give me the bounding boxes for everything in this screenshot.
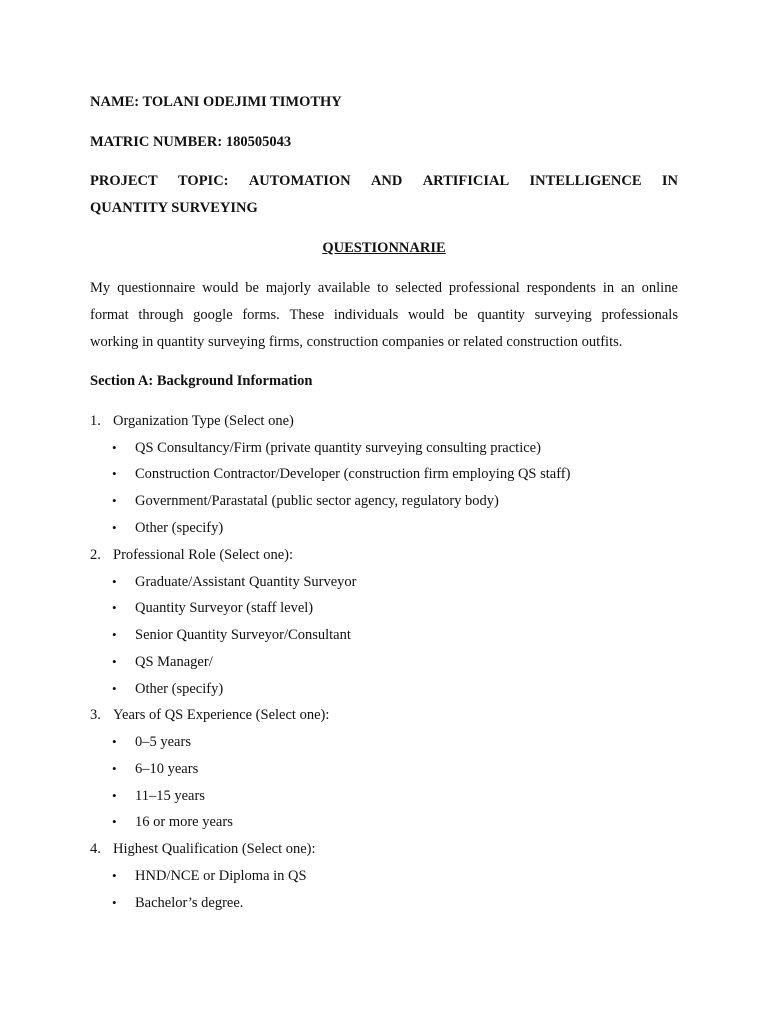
topic-word: AND <box>370 173 403 189</box>
option-item: Government/Parastatal (public sector agency, regulatory body) <box>135 493 499 509</box>
question-text: Years of QS Experience (Select one): <box>113 707 330 723</box>
bullet-icon: • <box>112 493 117 508</box>
option-item: Bachelor’s degree. <box>135 895 244 911</box>
bullet-icon: • <box>112 868 117 883</box>
bullet-icon: • <box>112 600 117 615</box>
intro-word: quantity <box>477 307 525 323</box>
option-item: 16 or more years <box>135 814 233 830</box>
option-item: Senior Quantity Surveyor/Consultant <box>135 627 351 643</box>
question-number: 2. <box>90 547 101 563</box>
intro-word: through <box>138 307 184 323</box>
intro-line-3: working in quantity surveying firms, construction companies or related construction outfits. <box>90 334 623 350</box>
intro-word: respondents <box>526 280 596 296</box>
intro-word: would <box>202 280 239 296</box>
option-item: HND/NCE or Diploma in QS <box>135 868 307 884</box>
option-item: QS Consultancy/Firm (private quantity surveying consulting practice) <box>135 440 541 456</box>
bullet-icon: • <box>112 895 117 910</box>
bullet-icon: • <box>112 654 117 669</box>
intro-word: would <box>408 307 445 323</box>
bullet-icon: • <box>112 788 117 803</box>
option-item: 6–10 years <box>135 761 199 777</box>
topic-word: TOPIC: <box>178 173 229 189</box>
bullet-icon: • <box>112 814 117 829</box>
option-item: 11–15 years <box>135 788 205 804</box>
bullet-icon: • <box>112 681 117 696</box>
intro-word: be <box>245 280 259 296</box>
intro-word: surveying <box>534 307 592 323</box>
bullet-icon: • <box>112 440 117 455</box>
bullet-icon: • <box>112 761 117 776</box>
intro-word: selected <box>395 280 442 296</box>
bullet-icon: • <box>112 520 117 535</box>
intro-word: to <box>377 280 389 296</box>
topic-word: ARTIFICIAL <box>422 173 510 189</box>
question-number: 3. <box>90 707 101 723</box>
intro-word: an <box>621 280 635 296</box>
intro-word: These <box>289 307 325 323</box>
intro-line-1 <box>90 279 678 297</box>
question-number: 4. <box>90 841 101 857</box>
intro-word: format <box>90 307 129 323</box>
intro-word: be <box>453 307 468 323</box>
topic-word: AUTOMATION <box>248 173 351 189</box>
intro-word: questionnaire <box>117 280 196 296</box>
topic-word: PROJECT <box>90 173 158 189</box>
intro-word: individuals <box>333 307 399 323</box>
intro-word: majorly <box>265 280 311 296</box>
intro-line-2 <box>90 306 678 324</box>
bullet-icon: • <box>112 734 117 749</box>
intro-word: in <box>602 280 615 296</box>
project-topic-line-1 <box>90 172 678 190</box>
question-text: Organization Type (Select one) <box>113 413 294 429</box>
intro-word: My <box>90 280 111 296</box>
intro-word: forms. <box>242 307 280 323</box>
question-text: Highest Qualification (Select one): <box>113 841 316 857</box>
option-item: Construction Contractor/Developer (construction firm employing QS staff) <box>135 466 571 482</box>
bullet-icon: • <box>112 466 117 481</box>
option-item: QS Manager/ <box>135 654 213 670</box>
option-item: Other (specify) <box>135 520 224 536</box>
matric-number-line: MATRIC NUMBER: 180505043 <box>90 134 292 150</box>
document-title: QUESTIONNARIE <box>322 240 446 256</box>
intro-word: professionals <box>601 307 678 323</box>
option-item: Other (specify) <box>135 681 224 697</box>
question-number: 1. <box>90 413 101 429</box>
name-line: NAME: TOLANI ODEJIMI TIMOTHY <box>90 94 342 110</box>
topic-word: IN <box>661 173 678 189</box>
topic-word: INTELLIGENCE <box>529 173 642 189</box>
bullet-icon: • <box>112 574 117 589</box>
intro-word: available <box>317 280 371 296</box>
intro-word: professional <box>448 280 520 296</box>
project-topic-line-2: QUANTITY SURVEYING <box>90 200 258 216</box>
question-text: Professional Role (Select one): <box>113 547 293 563</box>
option-item: Graduate/Assistant Quantity Surveyor <box>135 574 357 590</box>
option-item: 0–5 years <box>135 734 191 750</box>
section-a-heading: Section A: Background Information <box>90 373 313 389</box>
bullet-icon: • <box>112 627 117 642</box>
intro-word: google <box>193 307 233 323</box>
intro-word: online <box>641 280 678 296</box>
option-item: Quantity Surveyor (staff level) <box>135 600 314 616</box>
